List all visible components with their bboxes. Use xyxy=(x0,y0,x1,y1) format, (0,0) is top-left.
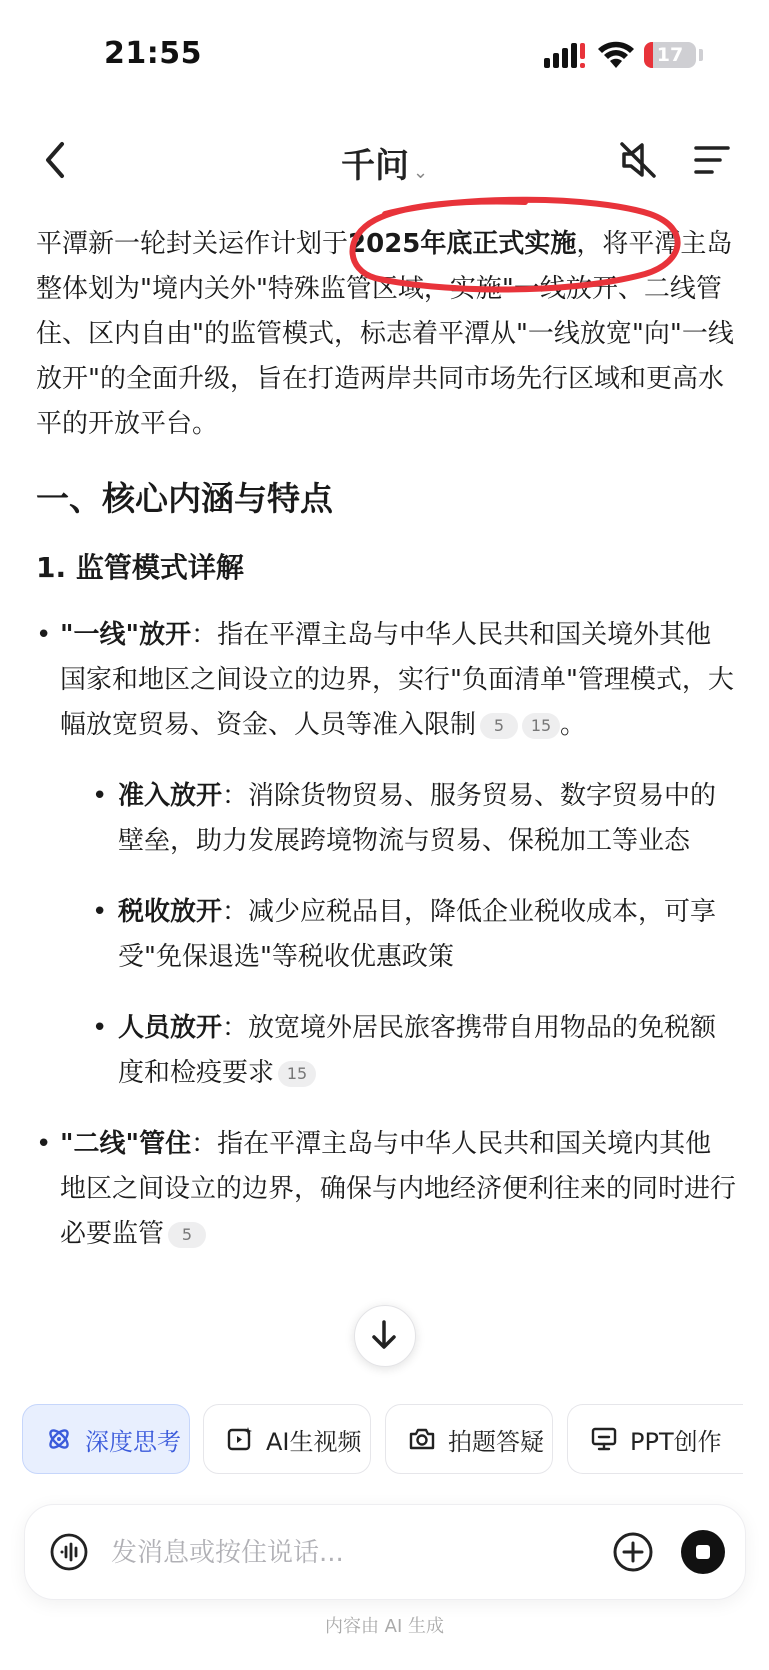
list-item xyxy=(36,1122,736,1257)
intro-text-start: 平潭新一轮封关运作计划于 xyxy=(36,229,349,259)
chip-label: 深度思考 xyxy=(85,1427,181,1456)
sub-item-title: 税收放开 xyxy=(118,897,223,927)
citation-badge[interactable]: 15 xyxy=(522,713,560,739)
battery-cap xyxy=(699,49,703,61)
chip-label: AI生视频 xyxy=(266,1427,362,1456)
chip-ai-video[interactable] xyxy=(203,1404,371,1474)
chevron-down-icon: ⌄ xyxy=(412,162,429,183)
intro-text-end: ，将平潭主岛整体划为"境内关外"特殊监管区域，实施"一线放开、二线管住、区内自由"的监管模式，标志着平潭从"一线放宽"向"一线放开"的全面升级，旨在打造两岸共同市场先行区域和更高水平的开放平台。 xyxy=(36,229,734,439)
camera-icon xyxy=(408,1425,436,1453)
battery-icon xyxy=(644,42,696,68)
intro-paragraph xyxy=(36,222,736,447)
scroll-to-bottom-button[interactable] xyxy=(354,1305,416,1367)
list-item-title: "二线"管住 xyxy=(60,1129,192,1159)
bullet-list xyxy=(36,613,736,1257)
sub-item-text: ：消除货物贸易、服务贸易、数字贸易中的壁垒，助力发展跨境物流与贸易、保税加工等业态 xyxy=(118,781,717,856)
citation-badge[interactable]: 5 xyxy=(168,1222,206,1248)
voice-input-icon[interactable] xyxy=(49,1532,89,1572)
battery-level: 17 xyxy=(656,44,684,66)
intro-highlight: 2025年底正式实施 xyxy=(348,229,577,259)
section-heading: 一、核心内涵与特点 xyxy=(36,479,333,518)
page-title: 千问 xyxy=(340,146,409,186)
list-item-text: ：指在平潭主岛与中华人民共和国关境内其他地区之间设立的边界，确保与内地经济便利往来的同时进行必要监管 xyxy=(60,1129,736,1249)
video-icon xyxy=(226,1425,254,1453)
chat-header xyxy=(0,120,769,200)
message-input[interactable] xyxy=(109,1527,593,1579)
sub-list-item xyxy=(60,890,736,980)
stop-icon xyxy=(696,1545,710,1559)
status-time: 21:55 xyxy=(104,36,202,71)
ppt-icon xyxy=(590,1425,618,1453)
sub-item-text: ：减少应税品目，降低企业税收成本，可享受"免保退选"等税收优惠政策 xyxy=(118,897,717,972)
add-attachment-button[interactable] xyxy=(611,1530,655,1574)
sub-list-item xyxy=(60,1006,736,1096)
deep-think-icon xyxy=(45,1425,73,1453)
cellular-signal-icon xyxy=(544,42,586,68)
ai-disclaimer: 内容由 AI 生成 xyxy=(324,1616,445,1637)
chip-deep-think[interactable] xyxy=(22,1404,190,1474)
sub-item-text: ：放宽境外居民旅客携带自用物品的免税额度和检疫要求 xyxy=(118,1013,717,1088)
sub-list xyxy=(60,774,736,1096)
answer-content xyxy=(36,222,736,1387)
list-item-text: ：指在平潭主岛与中华人民共和国关境外其他国家和地区之间设立的边界，实行"负面清单"管理模式，大幅放宽贸易、资金、人员等准入限制 xyxy=(60,620,734,740)
citation-badge[interactable]: 15 xyxy=(278,1061,316,1087)
quick-actions xyxy=(22,1404,769,1474)
chip-photo-question[interactable] xyxy=(385,1404,553,1474)
message-composer xyxy=(24,1504,746,1600)
wifi-icon xyxy=(596,38,636,70)
chip-label: PPT创作 xyxy=(630,1427,722,1456)
list-item xyxy=(36,613,736,1096)
chip-label: 拍题答疑 xyxy=(448,1427,544,1456)
menu-icon[interactable] xyxy=(692,140,732,180)
subsection-heading: 1. 监管模式详解 xyxy=(36,551,244,584)
chip-ppt[interactable] xyxy=(567,1404,743,1474)
status-bar xyxy=(0,0,769,110)
list-item-title: "一线"放开 xyxy=(60,620,192,650)
sub-item-title: 人员放开 xyxy=(118,1013,223,1043)
stop-generating-button[interactable] xyxy=(681,1530,725,1574)
list-item-end: 。 xyxy=(560,710,587,740)
sub-list-item xyxy=(60,774,736,864)
sub-item-title: 准入放开 xyxy=(118,781,223,811)
speaker-muted-icon[interactable] xyxy=(616,138,660,182)
arrow-down-icon xyxy=(354,1305,414,1365)
citation-badge[interactable]: 5 xyxy=(480,713,518,739)
